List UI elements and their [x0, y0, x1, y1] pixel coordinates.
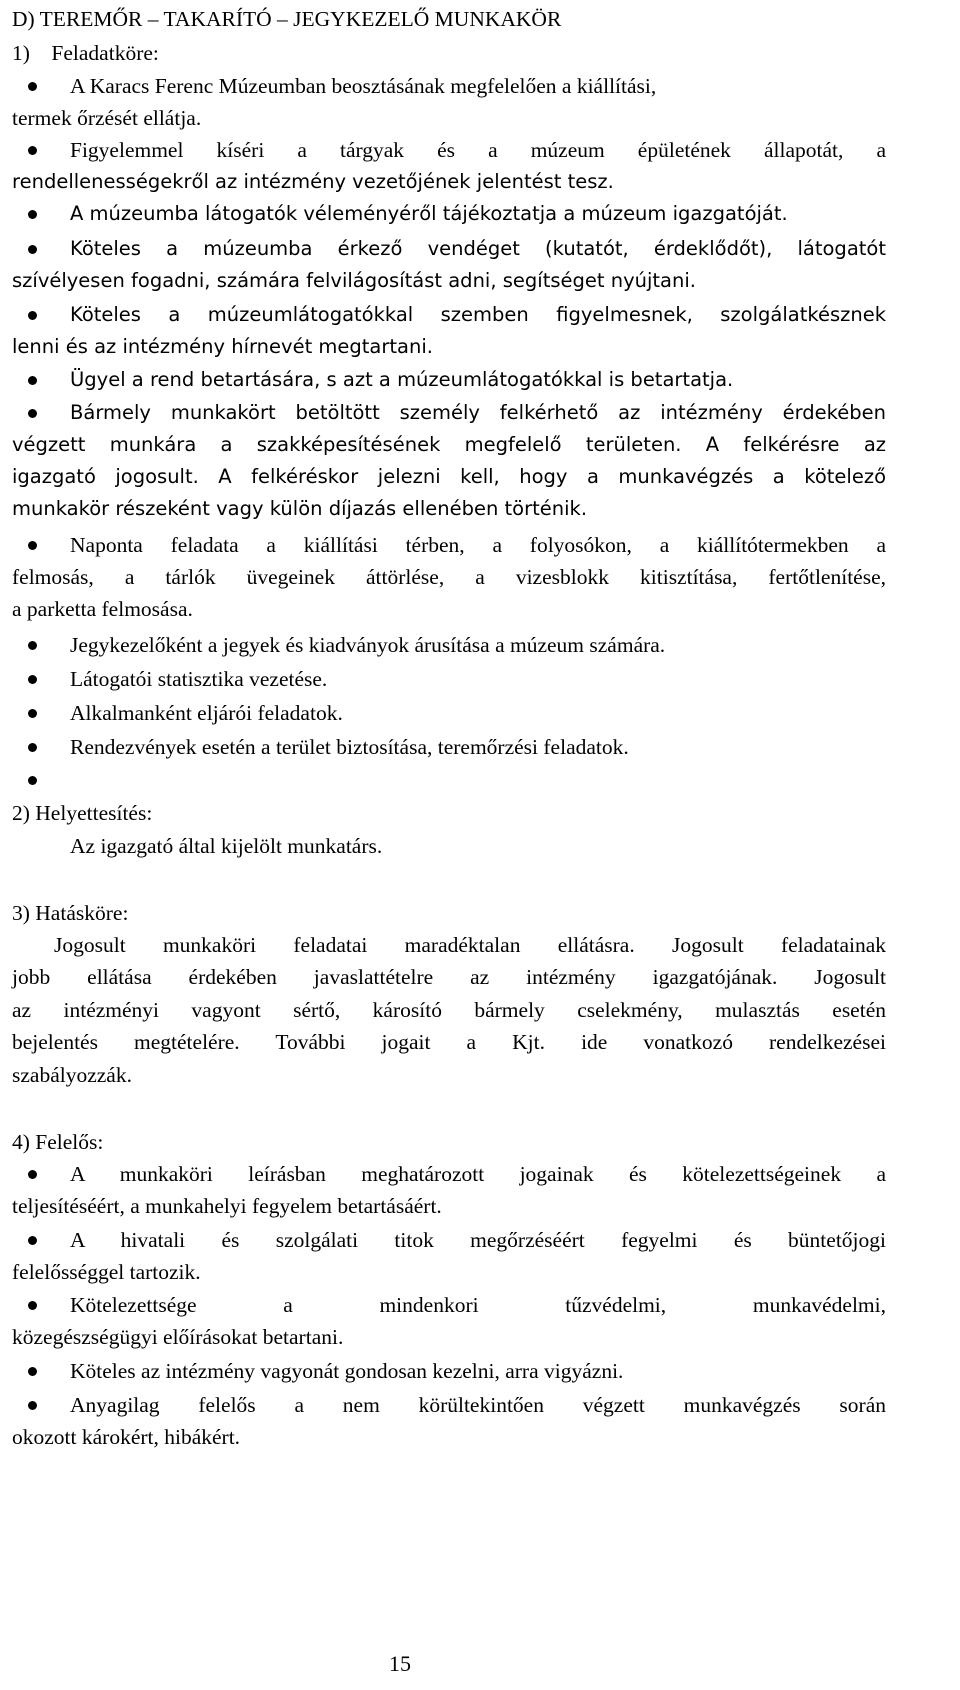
bullet-dot: [28, 245, 37, 254]
bullet-1-line-1: A Karacs Ferenc Múzeumban beosztásának megfelelően a kiállítási,: [70, 74, 657, 98]
bullet-4-line-1: Köteles a múzeumba érkező vendéget (kutatót, érdeklődőt), látogatót: [70, 237, 886, 260]
section-heading: D) TEREMŐR – TAKARÍTÓ – JEGYKEZELŐ MUNKAKÖR: [12, 7, 562, 31]
bullet-dot: [28, 409, 37, 418]
resp-4-line-1: Köteles az intézmény vagyonát gondosan kezelni, arra vigyázni.: [70, 1359, 624, 1383]
bullet-dot: [28, 210, 37, 219]
bullet-11-line-1: Alkalmanként eljárói feladatok.: [70, 701, 343, 725]
page-number: 15: [389, 1651, 411, 1676]
resp-1-line-2: teljesítéséért, a munkahelyi fegyelem betartásáért.: [12, 1194, 442, 1218]
bullet-dot: [28, 1301, 37, 1310]
bullet-dot: [28, 311, 37, 320]
bullet-dot: [28, 675, 37, 684]
bullet-3-line-1: A múzeumba látogatók véleményéről tájékoztatja a múzeum igazgatóját.: [70, 202, 788, 225]
bullet-5-line-1: Köteles a múzeumlátogatókkal szemben figyelmesnek, szolgálatkésznek: [70, 303, 886, 326]
section-4-title: 4) Felelős:: [12, 1130, 104, 1154]
resp-1-line-1: A munkaköri leírásban meghatározott jogainak és kötelezettségeinek a: [70, 1162, 886, 1186]
bullet-dot: [28, 641, 37, 650]
resp-2-line-2: felelősséggel tartozik.: [12, 1260, 201, 1284]
resp-2-line-1: A hivatali és szolgálati titok megőrzéséért fegyelmi és büntetőjogi: [70, 1228, 886, 1252]
bullet-2-line-2: rendellenességekről az intézmény vezetőjének jelentést tesz.: [12, 170, 614, 193]
bullet-7-line-3: igazgató jogosult. A felkéréskor jelezni kell, hogy a munkavégzés a kötelező: [12, 465, 886, 488]
bullet-8-line-2: felmosás, a tárlók üvegeinek áttörlése, a vizesblokk kitisztítása, fertőtlenítése,: [12, 565, 886, 589]
section-3-title: 3) Hatásköre:: [12, 901, 129, 925]
bullet-2-line-1: Figyelemmel kíséri a tárgyak és a múzeum épületének állapotát, a: [70, 138, 886, 162]
bullet-dot: [28, 376, 37, 385]
bullet-dot: [28, 1170, 37, 1179]
bullet-8-line-3: a parketta felmosása.: [12, 597, 193, 621]
bullet-7-line-1: Bármely munkakört betöltött személy felkérhető az intézmény érdekében: [70, 401, 886, 424]
resp-5-line-1: Anyagilag felelős a nem körültekintően végzett munkavégzés során: [70, 1393, 886, 1417]
bullet-dot: [28, 82, 37, 91]
bullet-dot: [28, 1401, 37, 1410]
section-3-line-4: bejelentés megtételére. További jogait a Kjt. ide vonatkozó rendelkezései: [12, 1030, 886, 1054]
resp-5-line-2: okozott károkért, hibákért.: [12, 1425, 241, 1449]
bullet-8-line-1: Naponta feladata a kiállítási térben, a folyosókon, a kiállítótermekben a: [70, 533, 886, 557]
bullet-dot-empty: [28, 776, 37, 785]
section-2-text: Az igazgató által kijelölt munkatárs.: [70, 834, 383, 858]
resp-3-line-1: Kötelezettsége a mindenkori tűzvédelmi, munkavédelmi,: [70, 1293, 886, 1317]
bullet-dot: [28, 1367, 37, 1376]
bullet-7-line-2: végzett munkára a szakképesítésének megfelelő területen. A felkérésre az: [12, 433, 886, 456]
bullet-dot: [28, 1236, 37, 1245]
section-3-line-1: Jogosult munkaköri feladatai maradéktalan ellátásra. Jogosult feladatainak: [54, 933, 886, 957]
bullet-9-line-1: Jegykezelőként a jegyek és kiadványok árusítása a múzeum számára.: [70, 633, 666, 657]
bullet-5-line-2: lenni és az intézmény hírnevét megtartani.: [12, 335, 433, 358]
bullet-dot: [28, 541, 37, 550]
bullet-1-line-2: termek őrzését ellátja.: [12, 106, 202, 130]
section-3-line-3: az intézményi vagyont sértő, károsító bármely cselekmény, mulasztás esetén: [12, 998, 886, 1022]
bullet-6-line-1: Ügyel a rend betartására, s azt a múzeumlátogatókkal is betartatja.: [70, 368, 734, 391]
bullet-dot: [28, 743, 37, 752]
section-1-title: 1) Feladatköre:: [12, 41, 159, 65]
section-3-line-2: jobb ellátása érdekében javaslattételre az intézmény igazgatójának. Jogosult: [12, 965, 886, 989]
bullet-dot: [28, 146, 37, 155]
bullet-10-line-1: Látogatói statisztika vezetése.: [70, 667, 328, 691]
bullet-12-line-1: Rendezvények esetén a terület biztosítása, teremőrzési feladatok.: [70, 735, 629, 759]
section-2-title: 2) Helyettesítés:: [12, 801, 153, 825]
resp-3-line-2: közegészségügyi előírásokat betartani.: [12, 1325, 344, 1349]
bullet-4-line-2: szívélyesen fogadni, számára felvilágosítást adni, segítséget nyújtani.: [12, 269, 696, 292]
section-3-line-5: szabályozzák.: [12, 1063, 132, 1087]
bullet-7-line-4: munkakör részeként vagy külön díjazás ellenében történik.: [12, 497, 588, 520]
bullet-dot: [28, 709, 37, 718]
